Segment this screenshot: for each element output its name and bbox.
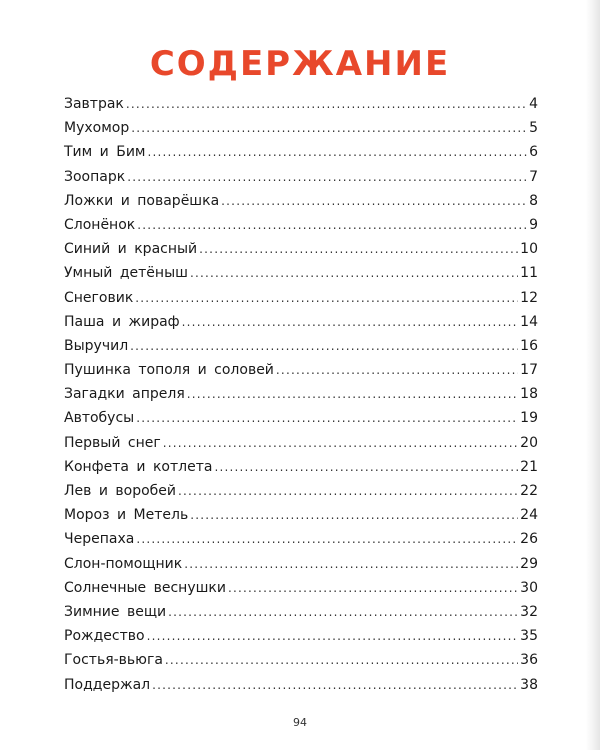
toc-entry-page: 14 [520,313,538,330]
dot-leader [163,431,518,455]
toc-entry-title: Умный детёныш [64,265,188,282]
toc-entry-title: Ложки и поварёшка [64,192,220,209]
toc-entry [64,116,538,140]
dot-leader [168,600,518,624]
toc-entry [64,479,538,503]
toc-entry [64,213,538,237]
toc-entry-title: Зимние вещи [64,603,167,620]
dot-leader [165,648,518,672]
toc-entry-title: Черепаха [64,531,135,548]
toc-entry-title: Снеговик [64,289,134,306]
page-edge-shadow [586,0,600,750]
toc-entry-page: 26 [520,531,538,548]
toc-entry-page: 30 [520,579,538,596]
toc-entry [64,527,538,551]
toc-entry [64,455,538,479]
dot-leader [190,503,518,527]
toc-entry [64,334,538,358]
dot-leader [126,92,527,116]
toc-entry-page: 36 [520,652,538,669]
toc-entry-page: 5 [529,120,538,137]
toc-entry-page: 19 [520,410,538,427]
dot-leader [136,527,518,551]
toc-entry-page: 11 [520,265,538,282]
toc-entry-page: 35 [520,628,538,645]
toc-entry-title: Паша и жираф [64,313,180,330]
dot-leader [137,213,527,237]
toc-entry-title: Мороз и Метель [64,507,189,524]
toc-entry [64,600,538,624]
dot-leader [147,624,519,648]
page-number: 94 [293,716,307,729]
toc-entry-title: Конфета и котлета [64,458,213,475]
toc-entry-page: 21 [520,458,538,475]
toc-entry-title: Слонёнок [64,216,136,233]
dot-leader [228,576,518,600]
toc-entry [64,406,538,430]
dot-leader [130,334,518,358]
toc-entry [64,310,538,334]
toc-entry [64,648,538,672]
toc-entry [64,503,538,527]
table-of-contents [64,92,538,697]
dot-leader [131,116,527,140]
toc-entry-title: Тим и Бим [64,144,146,161]
dot-leader [184,552,518,576]
toc-entry-title: Синий и красный [64,241,198,258]
toc-entry [64,286,538,310]
toc-entry-title: Мухомор [64,120,130,137]
toc-entry-page: 24 [520,507,538,524]
toc-entry [64,140,538,164]
toc-entry-page: 29 [520,555,538,572]
toc-entry [64,382,538,406]
dot-leader [147,140,527,164]
toc-entry-page: 22 [520,483,538,499]
toc-entry-page: 18 [520,386,538,403]
toc-entry-title: Первый снег [64,434,161,451]
toc-entry [64,431,538,455]
toc-entry-title: Выручил [64,337,129,354]
dot-leader [199,237,518,261]
toc-entry-title: Рождество [64,628,145,645]
toc-entry-title: Лев и воробей [64,483,177,499]
toc-entry-title: Слон-помощник [64,555,183,572]
toc-entry [64,165,538,189]
dot-leader [127,165,527,189]
toc-entry-page: 32 [520,603,538,620]
toc-entry-page: 20 [520,434,538,451]
toc-entry-title: Автобусы [64,410,135,427]
toc-entry-page: 16 [520,337,538,354]
dot-leader [276,358,518,382]
toc-entry-title: Загадки апреля [64,386,185,403]
dot-leader [152,673,518,697]
toc-entry-page: 17 [520,362,538,379]
page-title: СОДЕРЖАНИЕ [149,44,451,84]
toc-entry [64,552,538,576]
toc-entry-page: 12 [520,289,538,306]
toc-entry [64,358,538,382]
toc-entry [64,576,538,600]
dot-leader [221,189,527,213]
toc-entry [64,189,538,213]
toc-entry [64,237,538,261]
toc-entry [64,92,538,116]
toc-entry-page: 10 [520,241,538,258]
toc-entry-page: 38 [520,676,538,693]
toc-entry [64,624,538,648]
toc-entry-page: 9 [529,216,538,233]
dot-leader [136,406,518,430]
toc-entry-title: Пушинка тополя и соловей [64,362,274,379]
toc-entry-page: 6 [529,144,538,161]
dot-leader [182,310,519,334]
toc-entry-title: Гостья-вьюга [64,652,163,669]
toc-entry-title: Завтрак [64,96,124,112]
toc-entry-page: 4 [529,96,538,112]
dot-leader [214,455,518,479]
toc-entry-title: Солнечные веснушки [64,579,226,596]
toc-entry [64,261,538,285]
toc-entry-title: Поддержал [64,676,151,693]
toc-entry [64,673,538,697]
dot-leader [187,382,518,406]
dot-leader [178,479,518,503]
toc-entry-title: Зоопарк [64,168,126,185]
dot-leader [190,261,518,285]
dot-leader [135,286,518,310]
toc-entry-page: 8 [529,192,538,209]
toc-entry-page: 7 [529,168,538,185]
